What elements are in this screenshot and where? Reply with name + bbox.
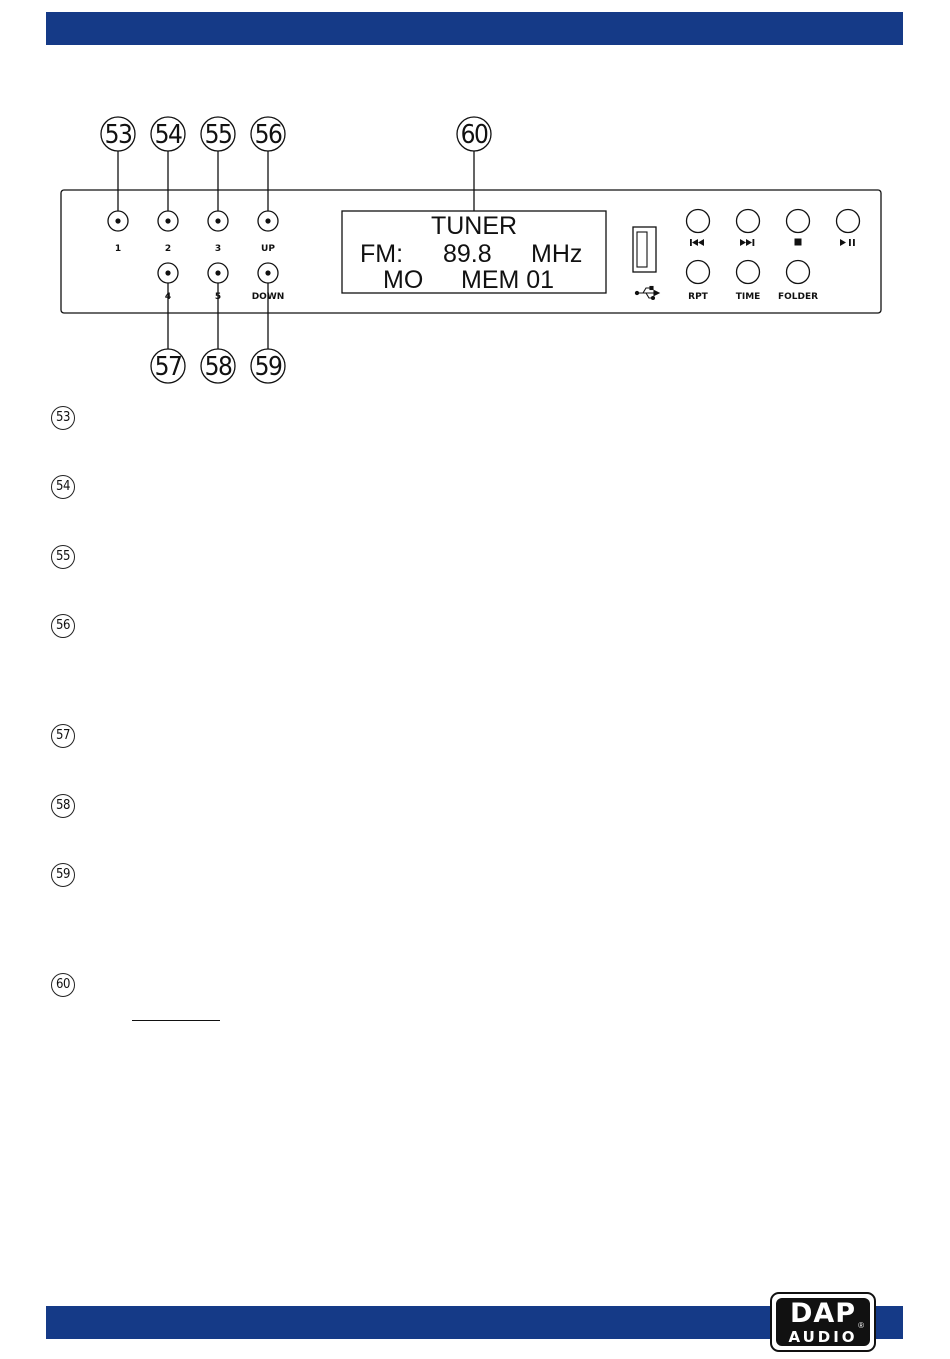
callout-60-label: 60 [460, 120, 488, 150]
callout-55-label: 55 [204, 120, 232, 150]
legend-item-57: 57 [51, 724, 75, 748]
lcd-mode: MO [383, 266, 424, 294]
dap-audio-logo [770, 1292, 876, 1352]
preset-5-label: 5 [214, 292, 222, 302]
preset-1-label: 1 [114, 244, 122, 254]
legend-item-55: 55 [51, 545, 75, 569]
legend-item-60: 60 [51, 973, 75, 997]
preset-4-label: 4 [164, 292, 172, 302]
lcd-line-1: TUNER [430, 212, 518, 240]
time-label: TIME [735, 292, 761, 302]
underline-rule [132, 1020, 220, 1021]
up-label: UP [261, 244, 275, 254]
lcd-unit: MHz [531, 240, 583, 268]
logo-bottom-text: AUDIO [788, 1328, 858, 1346]
callout-58-label: 58 [204, 352, 232, 382]
logo-top-text: DAP [789, 1298, 857, 1329]
legend-item-56: 56 [51, 614, 75, 638]
legend-item-58: 58 [51, 794, 75, 818]
registered-mark: ® [858, 1321, 864, 1330]
legend-item-59: 59 [51, 863, 75, 887]
repeat-label: RPT [688, 292, 708, 302]
folder-label: FOLDER [777, 292, 819, 302]
preset-3-label: 3 [214, 244, 222, 254]
callout-56-label: 56 [254, 120, 282, 150]
down-label: DOWN [251, 292, 285, 302]
legend-item-53: 53 [51, 406, 75, 430]
lcd-band: FM: [360, 240, 404, 268]
callout-54-label: 54 [154, 120, 182, 150]
callout-57-label: 57 [154, 352, 182, 382]
callout-53-label: 53 [104, 120, 132, 150]
lcd-memory: MEM 01 [461, 266, 555, 294]
preset-2-label: 2 [164, 244, 172, 254]
lcd-frequency: 89.8 [443, 240, 492, 268]
legend-item-54: 54 [51, 475, 75, 499]
callout-59-label: 59 [254, 352, 282, 382]
